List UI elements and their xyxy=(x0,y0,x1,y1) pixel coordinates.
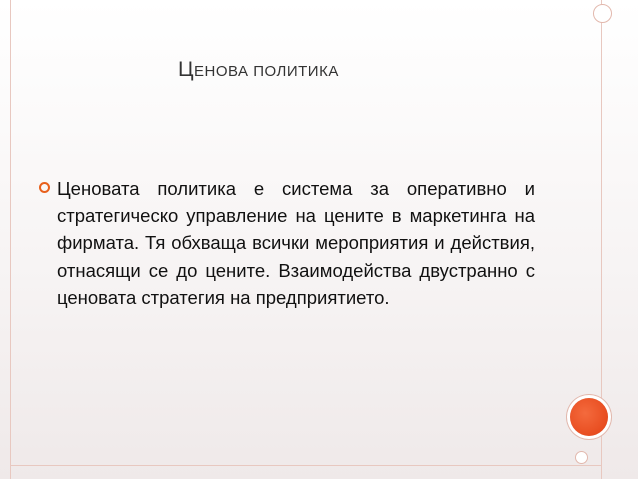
circle-bullet-icon xyxy=(39,182,50,193)
bottom-border-line xyxy=(10,465,602,466)
bottom-corner-circle-icon xyxy=(575,451,588,464)
slide-title-text: ЦЕНОВА ПОЛИТИКА xyxy=(178,58,339,81)
slide-body-text: Ценовата политика е система за оперативно и стратегическо управление на цените в маркетинга на фирмата. Тя обхваща всички мероприятия и действия, отнасящи се до цените. Взаимодейства двустранно с ценовата стратегия на предприятието. xyxy=(57,178,535,308)
orange-circle-decoration-icon xyxy=(570,398,608,436)
left-border-line xyxy=(10,0,11,479)
slide-title xyxy=(178,58,339,82)
top-corner-circle-icon xyxy=(593,4,612,23)
